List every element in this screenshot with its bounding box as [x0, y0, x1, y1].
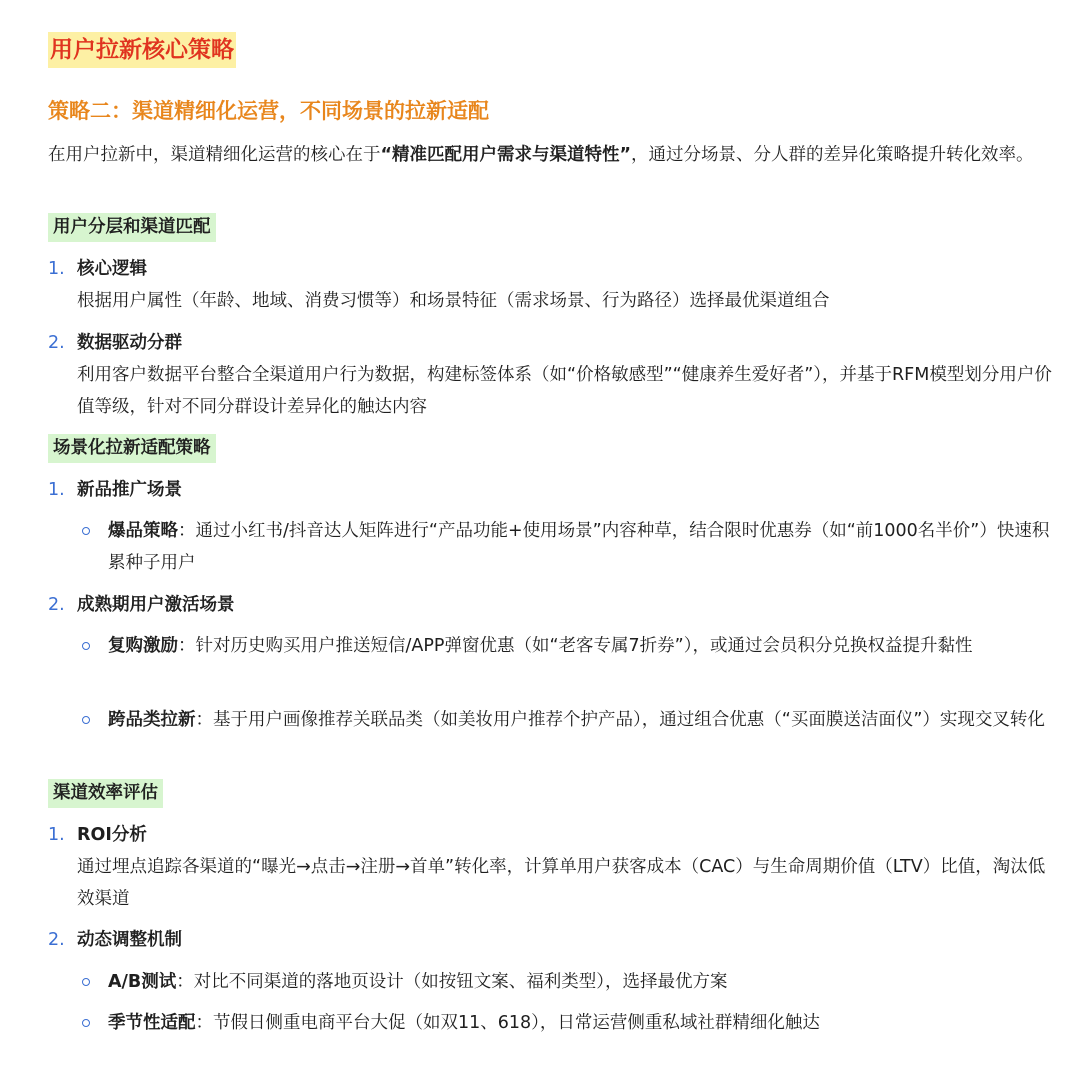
bullet-icon [82, 642, 90, 650]
intro-paragraph [48, 139, 1058, 171]
sub-item-label: 跨品类拉新 [108, 710, 196, 730]
intro-emphasis: “精准匹配用户需求与渠道特性” [380, 145, 632, 165]
sub-item-text: ：基于用户画像推荐关联品类（如美妆用户推荐个护产品），通过组合优惠（“买面膜送洁面仪”）实现交叉转化 [195, 710, 1045, 730]
sub-item [108, 704, 1063, 736]
sub-item [108, 966, 1063, 998]
list-number: 2. [48, 595, 65, 615]
list-number: 1. [48, 825, 65, 845]
list-number: 1. [48, 259, 65, 279]
list-item-description: 通过埋点追踪各渠道的“曝光→点击→注册→首单”转化率，计算单用户获客成本（CAC）与生命周期价值（LTV）比值，淘汰低效渠道 [77, 857, 1046, 909]
list-item-heading: 成熟期用户激活场景 [77, 595, 235, 615]
list-number: 2. [48, 930, 65, 950]
list-number: 2. [48, 333, 65, 353]
sub-item-label: A/B测试 [108, 972, 177, 992]
list-item-heading: ROI分析 [77, 825, 147, 845]
page-title: 用户拉新核心策略 [48, 32, 236, 68]
list-item-heading: 核心逻辑 [77, 259, 147, 279]
list-number: 1. [48, 480, 65, 500]
section-heading: 渠道效率评估 [48, 779, 163, 808]
sub-item-text: ：节假日侧重电商平台大促（如双11、618），日常运营侧重私域社群精细化触达 [195, 1013, 820, 1033]
sub-item-text: ：对比不同渠道的落地页设计（如按钮文案、福利类型），选择最优方案 [176, 972, 728, 992]
sub-item [108, 1007, 1063, 1039]
list-item-description: 利用客户数据平台整合全渠道用户行为数据，构建标签体系（如“价格敏感型”“健康养生爱好者”），并基于RFM模型划分用户价值等级，针对不同分群设计差异化的触达内容 [77, 365, 1052, 417]
list-item-description: 根据用户属性（年龄、地域、消费习惯等）和场景特征（需求场景、行为路径）选择最优渠道组合 [77, 291, 830, 311]
list-item-heading: 新品推广场景 [77, 480, 182, 500]
strategy-heading: 策略二：渠道精细化运营，不同场景的拉新适配 [48, 99, 489, 123]
sub-item-label: 复购激励 [108, 636, 178, 656]
section-heading: 用户分层和渠道匹配 [48, 213, 216, 242]
list-item-heading: 动态调整机制 [77, 930, 182, 950]
sub-item-label: 爆品策略 [108, 521, 178, 541]
sub-item [108, 630, 1063, 662]
section-heading: 场景化拉新适配策略 [48, 434, 216, 463]
intro-text-end: ，通过分场景、分人群的差异化策略提升转化效率。 [631, 145, 1034, 165]
sub-item [108, 515, 1063, 579]
intro-text: 在用户拉新中，渠道精细化运营的核心在于 [48, 145, 381, 165]
bullet-icon [82, 1019, 90, 1027]
sub-item-text: ：通过小红书/抖音达人矩阵进行“产品功能+使用场景”内容种草，结合限时优惠券（如“前1000名半价”）快速积累种子用户 [108, 521, 1050, 573]
bullet-icon [82, 978, 90, 986]
sub-item-label: 季节性适配 [108, 1013, 196, 1033]
sub-item-text: ：针对历史购买用户推送短信/APP弹窗优惠（如“老客专属7折券”），或通过会员积分兑换权益提升黏性 [178, 636, 973, 656]
bullet-icon [82, 716, 90, 724]
list-item-heading: 数据驱动分群 [77, 333, 182, 353]
bullet-icon [82, 527, 90, 535]
